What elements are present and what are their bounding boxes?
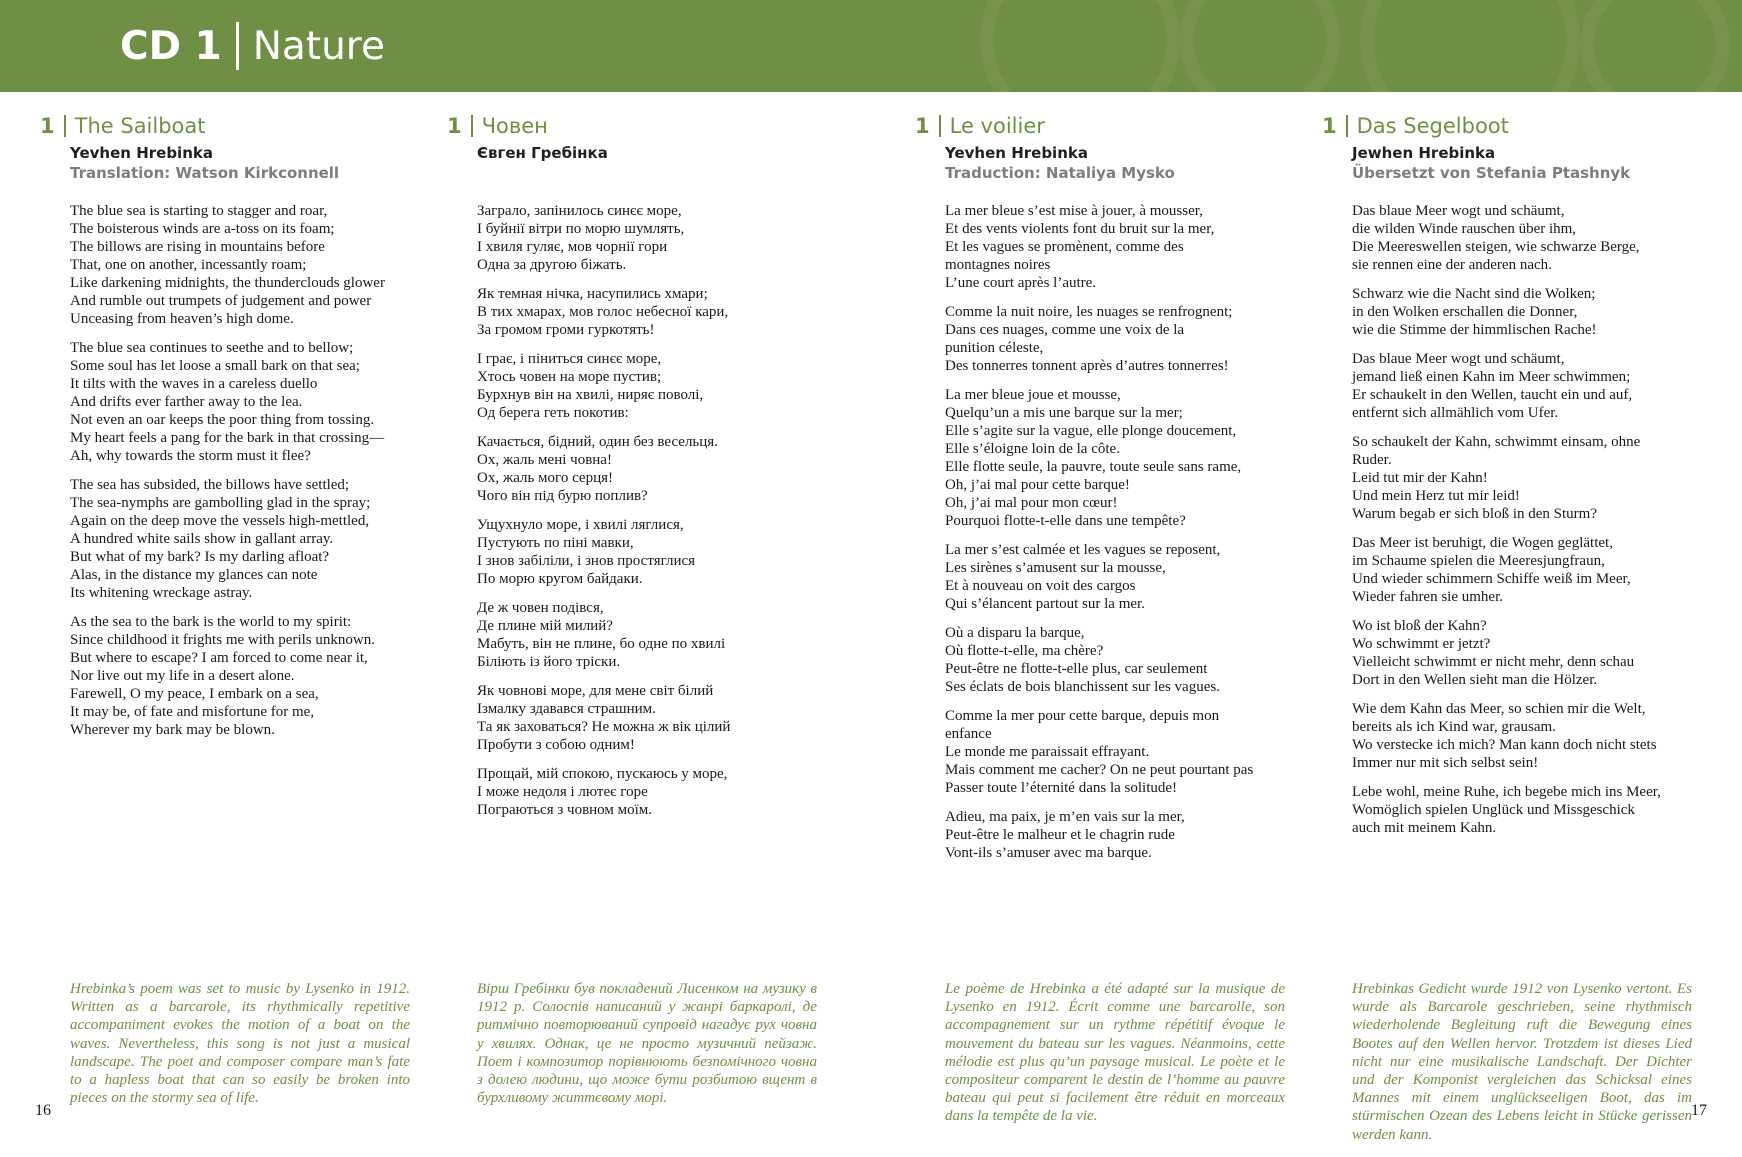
poem-line: Ses éclats de bois blanchissent sur les vagues. <box>945 679 1220 695</box>
poem-text <box>945 202 1290 862</box>
translator-credit: Übersetzt von Stefania Ptashnyk <box>1352 164 1631 182</box>
poem-line: Passer toute l’éternité dans la solitude! <box>945 780 1178 796</box>
stanza <box>70 476 415 602</box>
stanza <box>70 202 415 328</box>
poem-line: Not even an oar keeps the poor thing from tossing. <box>70 412 375 428</box>
poem-line: Чого він під бурю поплив? <box>477 488 648 504</box>
column-english <box>40 112 410 1107</box>
poem-line: Leid tut mir der Kahn! <box>1352 470 1488 486</box>
poem-line: The sea has subsided, the billows have settled; <box>70 477 350 493</box>
poem-text <box>477 202 822 819</box>
poem-line: Качається, бідний, один без весельця. <box>477 434 718 450</box>
poet-name: Євген Гребінка <box>477 144 608 162</box>
stanza <box>1352 350 1697 422</box>
stanza <box>477 599 822 671</box>
poem-line: Пустують по піні мавки, <box>477 535 634 551</box>
song-title: The Sailboat <box>74 114 206 138</box>
poem-line: Again on the deep move the vessels high-mettled, <box>70 513 370 529</box>
stanza <box>1352 534 1697 606</box>
cd-topic: Nature <box>252 23 385 69</box>
poem-line: Ох, жаль мені човна! <box>477 452 612 468</box>
poem-line: Wo ist bloß der Kahn? <box>1352 618 1487 634</box>
poem-line: Alas, in the distance my glances can note <box>70 567 318 583</box>
translator-credit <box>477 164 807 186</box>
poet-name: Yevhen Hrebinka <box>945 144 1088 162</box>
stanza <box>945 707 1290 797</box>
poem-line: The boisterous winds are a-toss on its foam; <box>70 221 335 237</box>
poem-line: montagnes noires <box>945 257 1051 273</box>
poem-line: It tilts with the waves in a careless duello <box>70 376 318 392</box>
poem-line: The blue sea is starting to stagger and roar, <box>70 203 328 219</box>
commentary-note: Hrebinka’s poem was set to music by Lysenko in 1912. Written as a barcarole, its rhythmically repetitive accompaniment evokes the motion of a boat on the waves. Nevertheless, this song is not just a musical landscape. The poet and composer compare man’s fate to a hapless boat that can so easily be broken into pieces on the stormy sea of life. <box>70 981 410 1107</box>
poem-line: My heart feels a pang for the bark in that crossing— <box>70 430 385 446</box>
page-number-right: 17 <box>1691 1102 1707 1119</box>
poem-line: Ізмалку здавався страшним. <box>477 701 656 717</box>
poem-line: Le monde me paraissait effrayant. <box>945 744 1150 760</box>
poem-line: Хтось човен на море пустив; <box>477 369 662 385</box>
poem-text <box>1352 202 1697 837</box>
poem-line: Elle s’éloigne loin de la côte. <box>945 441 1120 457</box>
header-ornament <box>1580 0 1730 92</box>
poem-line: Farewell, O my peace, I embark on a sea, <box>70 686 319 702</box>
poem-line: Wo verstecke ich mich? Man kann doch nicht stets <box>1352 737 1657 753</box>
poem-line: L’une court après l’autre. <box>945 275 1097 291</box>
poem-line: Les sirènes s’amusent sur la mousse, <box>945 560 1166 576</box>
song-heading <box>915 112 1275 140</box>
poem-line: It may be, of fate and misfortune for me, <box>70 704 315 720</box>
poem-line: І може недоля і лютеє горе <box>477 784 648 800</box>
poem-line: The billows are rising in mountains before <box>70 239 325 255</box>
poem-line: Де ж човен подівся, <box>477 600 604 616</box>
poem-line: За громом громи гуркотять! <box>477 322 655 338</box>
song-heading <box>1322 112 1682 140</box>
poem-line: В тих хмарах, мов голос небесної кари, <box>477 304 729 320</box>
poet-name: Yevhen Hrebinka <box>70 144 213 162</box>
stanza <box>945 386 1290 530</box>
poem-line: wie die Stimme der himmlischen Rache! <box>1352 322 1597 338</box>
poem-line: Qui s’élancent partout sur la mer. <box>945 596 1145 612</box>
poem-line: sie rennen eine der anderen nach. <box>1352 257 1552 273</box>
poem-line: Adieu, ma paix, je m’en vais sur la mer, <box>945 809 1185 825</box>
stanza <box>945 624 1290 696</box>
poem-line: Schwarz wie die Nacht sind die Wolken; <box>1352 286 1596 302</box>
stanza <box>477 765 822 819</box>
song-title: Човен <box>481 114 548 138</box>
poem-line: im Schaume spielen die Meeresjungfraun, <box>1352 553 1605 569</box>
poem-line: Бурхнув він на хвилі, ниряє поволі, <box>477 387 704 403</box>
poem-line: in den Wolken erschallen die Donner, <box>1352 304 1578 320</box>
poem-line: Wo schwimmt er jetzt? <box>1352 636 1491 652</box>
stanza <box>945 202 1290 292</box>
poem-line: І грає, і піниться синєє море, <box>477 351 662 367</box>
stanza <box>1352 783 1697 837</box>
song-number: 1 <box>1322 114 1337 138</box>
column-ukrainian <box>447 112 817 1107</box>
stanza <box>477 516 822 588</box>
poem-line: Und wieder schimmern Schiffe weiß im Meer, <box>1352 571 1631 587</box>
poem-line: Де плине мій милий? <box>477 618 613 634</box>
stanza <box>477 285 822 339</box>
poem-line: Wieder fahren sie umher. <box>1352 589 1503 605</box>
poem-line: Wie dem Kahn das Meer, so schien mir die Welt, <box>1352 701 1646 717</box>
poem-line: Où flotte-t-elle, ma chère? <box>945 643 1104 659</box>
poem-line: As the sea to the bark is the world to my spirit: <box>70 614 352 630</box>
poem-line: Peut-être ne flotte-t-elle plus, car seulement <box>945 661 1208 677</box>
poem-line: bereits als ich Kind war, grausam. <box>1352 719 1556 735</box>
poem-line: enfance <box>945 726 992 742</box>
poem-line: Das blaue Meer wogt und schäumt, <box>1352 203 1565 219</box>
poem-line: But where to escape? I am forced to come near it, <box>70 650 368 666</box>
poem-line: Ah, why towards the storm must it flee? <box>70 448 311 464</box>
poem-line: Ruder. <box>1352 452 1392 468</box>
poem-line: Et les vagues se promènent, comme des <box>945 239 1184 255</box>
poem-line: Unceasing from heaven’s high dome. <box>70 311 294 327</box>
stanza <box>477 433 822 505</box>
poem-line: Dans ces nuages, comme une voix de la <box>945 322 1185 338</box>
poem-line: A hundred white sails show in gallant array. <box>70 531 334 547</box>
poem-line: So schaukelt der Kahn, schwimmt einsam, ohne <box>1352 434 1641 450</box>
commentary-note: Hrebinkas Gedicht wurde 1912 von Lysenko vertont. Es wurde als Barcarole geschrieben, seine rhythmisch wiederholende Begleitung ruft die Bewegung eines Bootes auf den Wellen hervor. Trotzdem ist dieses Lied nicht nur eine musikalische Landschaft. Der Dichter und der Komponist vergleichen das Schicksal eines Mannes mit einem unglückseeligen Boot, das im stürmischen Ozean des Lebens leicht in Stücke gerissen werden kann. <box>1352 981 1692 1143</box>
poem-line: Ох, жаль мого серця! <box>477 470 614 486</box>
poem-line: Як темная нічка, насупились хмари; <box>477 286 708 302</box>
poem-line: Womöglich spielen Unglück und Missgeschick <box>1352 802 1635 818</box>
poem-line: Like darkening midnights, the thunderclouds glower <box>70 275 385 291</box>
header-ornament <box>1180 0 1340 92</box>
stanza <box>945 303 1290 375</box>
song-title: Das Segelboot <box>1356 114 1509 138</box>
poem-line: Як човнові море, для мене світ білий <box>477 683 714 699</box>
title-divider <box>236 22 239 70</box>
stanza <box>1352 433 1697 523</box>
poem-line: Its whitening wreckage astray. <box>70 585 253 601</box>
song-title: Le voilier <box>949 114 1045 138</box>
stanza <box>477 350 822 422</box>
page-title <box>120 18 385 74</box>
poem-line: Et des vents violents font du bruit sur la mer, <box>945 221 1215 237</box>
poem-line: Одна за другою біжать. <box>477 257 627 273</box>
poem-line: Vont-ils s’amuser avec ma barque. <box>945 845 1152 861</box>
stanza <box>477 682 822 754</box>
column-french <box>915 112 1285 1125</box>
poem-line: Die Meereswellen steigen, wie schwarze Berge, <box>1352 239 1640 255</box>
poem-line: І хвиля гуляє, мов чорнії гори <box>477 239 668 255</box>
poem-line: Lebe wohl, meine Ruhe, ich begebe mich ins Meer, <box>1352 784 1661 800</box>
poem-line: Mais comment me cacher? On ne peut pourtant pas <box>945 762 1254 778</box>
poem-line: Des tonnerres tonnent après d’autres tonnerres! <box>945 358 1229 374</box>
song-number: 1 <box>40 114 55 138</box>
poem-line: Заграло, запінилось синєє море, <box>477 203 682 219</box>
poem-line: Dort in den Wellen sieht man die Hölzer. <box>1352 672 1598 688</box>
poem-line: Oh, j’ai mal pour cette barque! <box>945 477 1130 493</box>
poem-line: Oh, j’ai mal pour mon cœur! <box>945 495 1118 511</box>
stanza <box>70 613 415 739</box>
stanza <box>945 541 1290 613</box>
poem-line: По морю кругом байдаки. <box>477 571 643 587</box>
stanza <box>1352 202 1697 274</box>
poem-line: Ущухнуло море, і хвилі ляглися, <box>477 517 684 533</box>
heading-divider <box>1346 115 1348 137</box>
poem-line: Comme la nuit noire, les nuages se renfrognent; <box>945 304 1233 320</box>
poem-line: And rumble out trumpets of judgement and power <box>70 293 372 309</box>
poem-line: І буйнії вітри по морю шумлять, <box>477 221 685 237</box>
poem-line: Біліють із його тріски. <box>477 654 621 670</box>
poem-line: Elle flotte seule, la pauvre, toute seule sans rame, <box>945 459 1242 475</box>
poem-line: Pourquoi flotte-t-elle dans une tempête? <box>945 513 1186 529</box>
translator-credit: Traduction: Nataliya Mysko <box>945 164 1175 182</box>
poem-line: La mer bleue joue et mousse, <box>945 387 1121 403</box>
poem-line: That, one on another, incessantly roam; <box>70 257 307 273</box>
poem-line: Warum begab er sich bloß in den Sturm? <box>1352 506 1597 522</box>
poem-line: Since childhood it frights me with perils unknown. <box>70 632 375 648</box>
poem-line: І знов забіліли, і знов простяглися <box>477 553 696 569</box>
commentary-note: Вірш Гребінки був покладений Лисенком на музику в 1912 р. Солоспів написаний у жанрі баркаролі, де ритмічно повторюваний супровід нагадує рух човна у хвилях. Однак, це не просто музичний пейзаж. Поет і композитор порівнюють безпомічного човна з долею людини, що може бути розбитою вщент в бурхливому життєвому морі. <box>477 981 817 1107</box>
poem-line: Et à nouveau on voit des cargos <box>945 578 1136 594</box>
header-band <box>0 0 1742 92</box>
poem-line: die wilden Winde rauschen über ihm, <box>1352 221 1577 237</box>
stanza <box>945 808 1290 862</box>
song-heading <box>447 112 807 140</box>
poem-line: La mer bleue s’est mise à jouer, à mousser, <box>945 203 1203 219</box>
poem-line: Où a disparu la barque, <box>945 625 1085 641</box>
stanza <box>1352 617 1697 689</box>
poem-text <box>70 202 415 739</box>
poem-line: auch mit meinem Kahn. <box>1352 820 1497 836</box>
poem-line: Das Meer ist beruhigt, die Wogen geglättet, <box>1352 535 1613 551</box>
poem-line: Quelqu’un a mis une barque sur la mer; <box>945 405 1183 421</box>
stanza <box>1352 700 1697 772</box>
page-number-left: 16 <box>35 1102 51 1119</box>
header-ornament <box>980 0 1180 92</box>
poem-line: Прощай, мій спокою, пускаюсь у море, <box>477 766 728 782</box>
poem-line: La mer s’est calmée et les vagues se reposent, <box>945 542 1221 558</box>
translator-credit: Translation: Watson Kirkconnell <box>70 164 340 182</box>
poem-line: Er schaukelt in den Wellen, taucht ein und auf, <box>1352 387 1633 403</box>
heading-divider <box>939 115 941 137</box>
poem-line: Das blaue Meer wogt und schäumt, <box>1352 351 1565 367</box>
poem-line: Comme la mer pour cette barque, depuis mon <box>945 708 1220 724</box>
heading-divider <box>64 115 66 137</box>
poem-line: Und mein Herz tut mir leid! <box>1352 488 1520 504</box>
poem-line: Nor live out my life in a desert alone. <box>70 668 295 684</box>
poem-line: punition céleste, <box>945 340 1044 356</box>
poem-line: The sea-nymphs are gambolling glad in the spray; <box>70 495 371 511</box>
stanza <box>1352 285 1697 339</box>
poem-line: And drifts ever farther away to the lea. <box>70 394 303 410</box>
song-number: 1 <box>915 114 930 138</box>
poem-line: Peut-être le malheur et le chagrin rude <box>945 827 1175 843</box>
poem-line: Some soul has let loose a small bark on that sea; <box>70 358 360 374</box>
poem-line: Мабуть, він не плине, бо одне по хвилі <box>477 636 726 652</box>
commentary-note: Le poème de Hrebinka a été adapté sur la musique de Lysenko en 1912. Écrit comme une barcarolle, son accompagnement sur un rythme répétitif évoque le mouvement du bateau sur les vagues. Néanmoins, cette mélodie est plus qu’un paysage musical. Le poète et le compositeur comparent le destin de l’homme au pauvre bateau qui peut si facilement être réduit en morceaux dans la tempête de la vie. <box>945 981 1285 1125</box>
poem-line: Пробути з собою одним! <box>477 737 635 753</box>
song-number: 1 <box>447 114 462 138</box>
poem-line: But what of my bark? Is my darling afloat? <box>70 549 330 565</box>
poem-line: jemand ließ einen Kahn im Meer schwimmen; <box>1352 369 1631 385</box>
poem-line: Од берега геть покотив: <box>477 405 629 421</box>
heading-divider <box>471 115 473 137</box>
poem-line: Та як заховаться? Не можна ж вік цілий <box>477 719 731 735</box>
poem-line: Elle s’agite sur la vague, elle plonge doucement, <box>945 423 1237 439</box>
poet-name: Jewhen Hrebinka <box>1352 144 1496 162</box>
song-heading <box>40 112 400 140</box>
poem-line: Vielleicht schwimmt er nicht mehr, denn schau <box>1352 654 1635 670</box>
stanza <box>477 202 822 274</box>
poem-line: Immer nur mit sich selbst sein! <box>1352 755 1539 771</box>
column-german <box>1322 112 1692 1143</box>
poem-line: Пограються з човном моїм. <box>477 802 653 818</box>
poem-line: entfernt sich allmählich vom Ufer. <box>1352 405 1559 421</box>
poem-line: Wherever my bark may be blown. <box>70 722 275 738</box>
cd-label: CD 1 <box>120 23 222 69</box>
stanza <box>70 339 415 465</box>
header-ornament <box>1360 0 1580 92</box>
poem-line: The blue sea continues to seethe and to bellow; <box>70 340 354 356</box>
